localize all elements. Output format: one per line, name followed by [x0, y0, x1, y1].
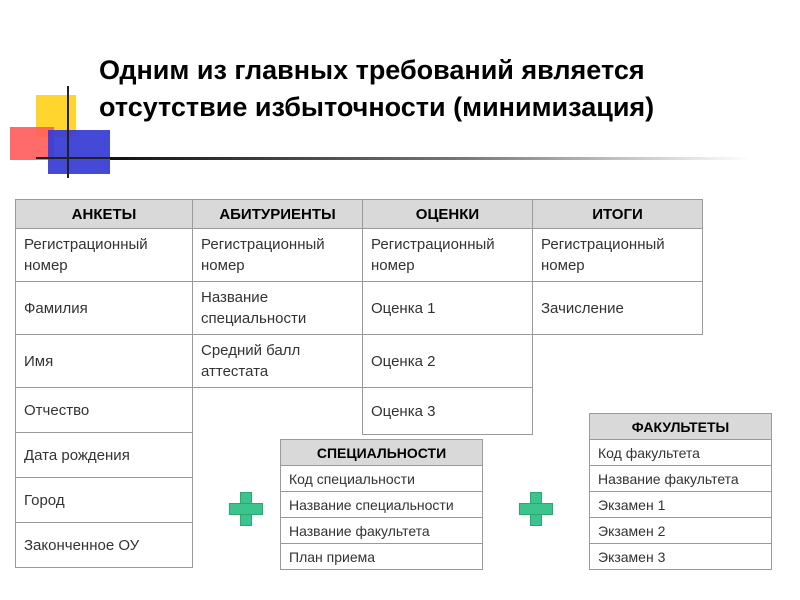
table-cell: План приема [281, 544, 483, 570]
table-cell: Регистрационный номер [193, 229, 363, 282]
logo-vertical-line [67, 86, 69, 178]
table-cell: Имя [16, 335, 193, 388]
table-header: СПЕЦИАЛЬНОСТИ [281, 440, 483, 466]
table-cell: Оценка 2 [363, 335, 533, 388]
slide-title-line-2: отсутствие избыточности (минимизация) [99, 92, 655, 122]
table-fakultety [589, 413, 772, 570]
table-cell: Оценка 1 [363, 282, 533, 335]
logo-blue-square [48, 130, 110, 174]
table-header: АНКЕТЫ [16, 200, 193, 229]
table-header: ОЦЕНКИ [363, 200, 533, 229]
table-cell: Регистрационный номер [16, 229, 193, 282]
table-cell: Средний балл аттестата [193, 335, 363, 388]
table-cell: Регистрационный номер [363, 229, 533, 282]
table-cell: Регистрационный номер [533, 229, 703, 282]
table-cell: Название специальности [193, 282, 363, 335]
table-header: ФАКУЛЬТЕТЫ [590, 414, 772, 440]
slide-title [99, 52, 654, 126]
table-header: АБИТУРИЕНТЫ [193, 200, 363, 229]
plus-icon [519, 492, 553, 526]
table-header: ИТОГИ [533, 200, 703, 229]
table-cell: Оценка 3 [363, 388, 533, 435]
table-cell: Код факультета [590, 440, 772, 466]
table-abiturienty [192, 199, 363, 388]
table-cell: Дата рождения [16, 433, 193, 478]
table-cell: Законченное ОУ [16, 523, 193, 568]
table-ocenki [362, 199, 533, 435]
table-itogi [532, 199, 703, 335]
table-cell: Фамилия [16, 282, 193, 335]
table-cell: Название специальности [281, 492, 483, 518]
table-cell: Название факультета [281, 518, 483, 544]
table-cell: Код специальности [281, 466, 483, 492]
title-underline [110, 157, 750, 160]
table-cell: Экзамен 2 [590, 518, 772, 544]
plus-icon [229, 492, 263, 526]
table-cell: Экзамен 3 [590, 544, 772, 570]
table-ankety [15, 199, 193, 568]
table-cell: Отчество [16, 388, 193, 433]
logo-horizontal-line [36, 157, 116, 159]
table-specialnosti [280, 439, 483, 570]
table-cell: Экзамен 1 [590, 492, 772, 518]
table-cell: Зачисление [533, 282, 703, 335]
slide-title-line-1: Одним из главных требований является [99, 55, 645, 85]
table-cell: Название факультета [590, 466, 772, 492]
table-cell: Город [16, 478, 193, 523]
